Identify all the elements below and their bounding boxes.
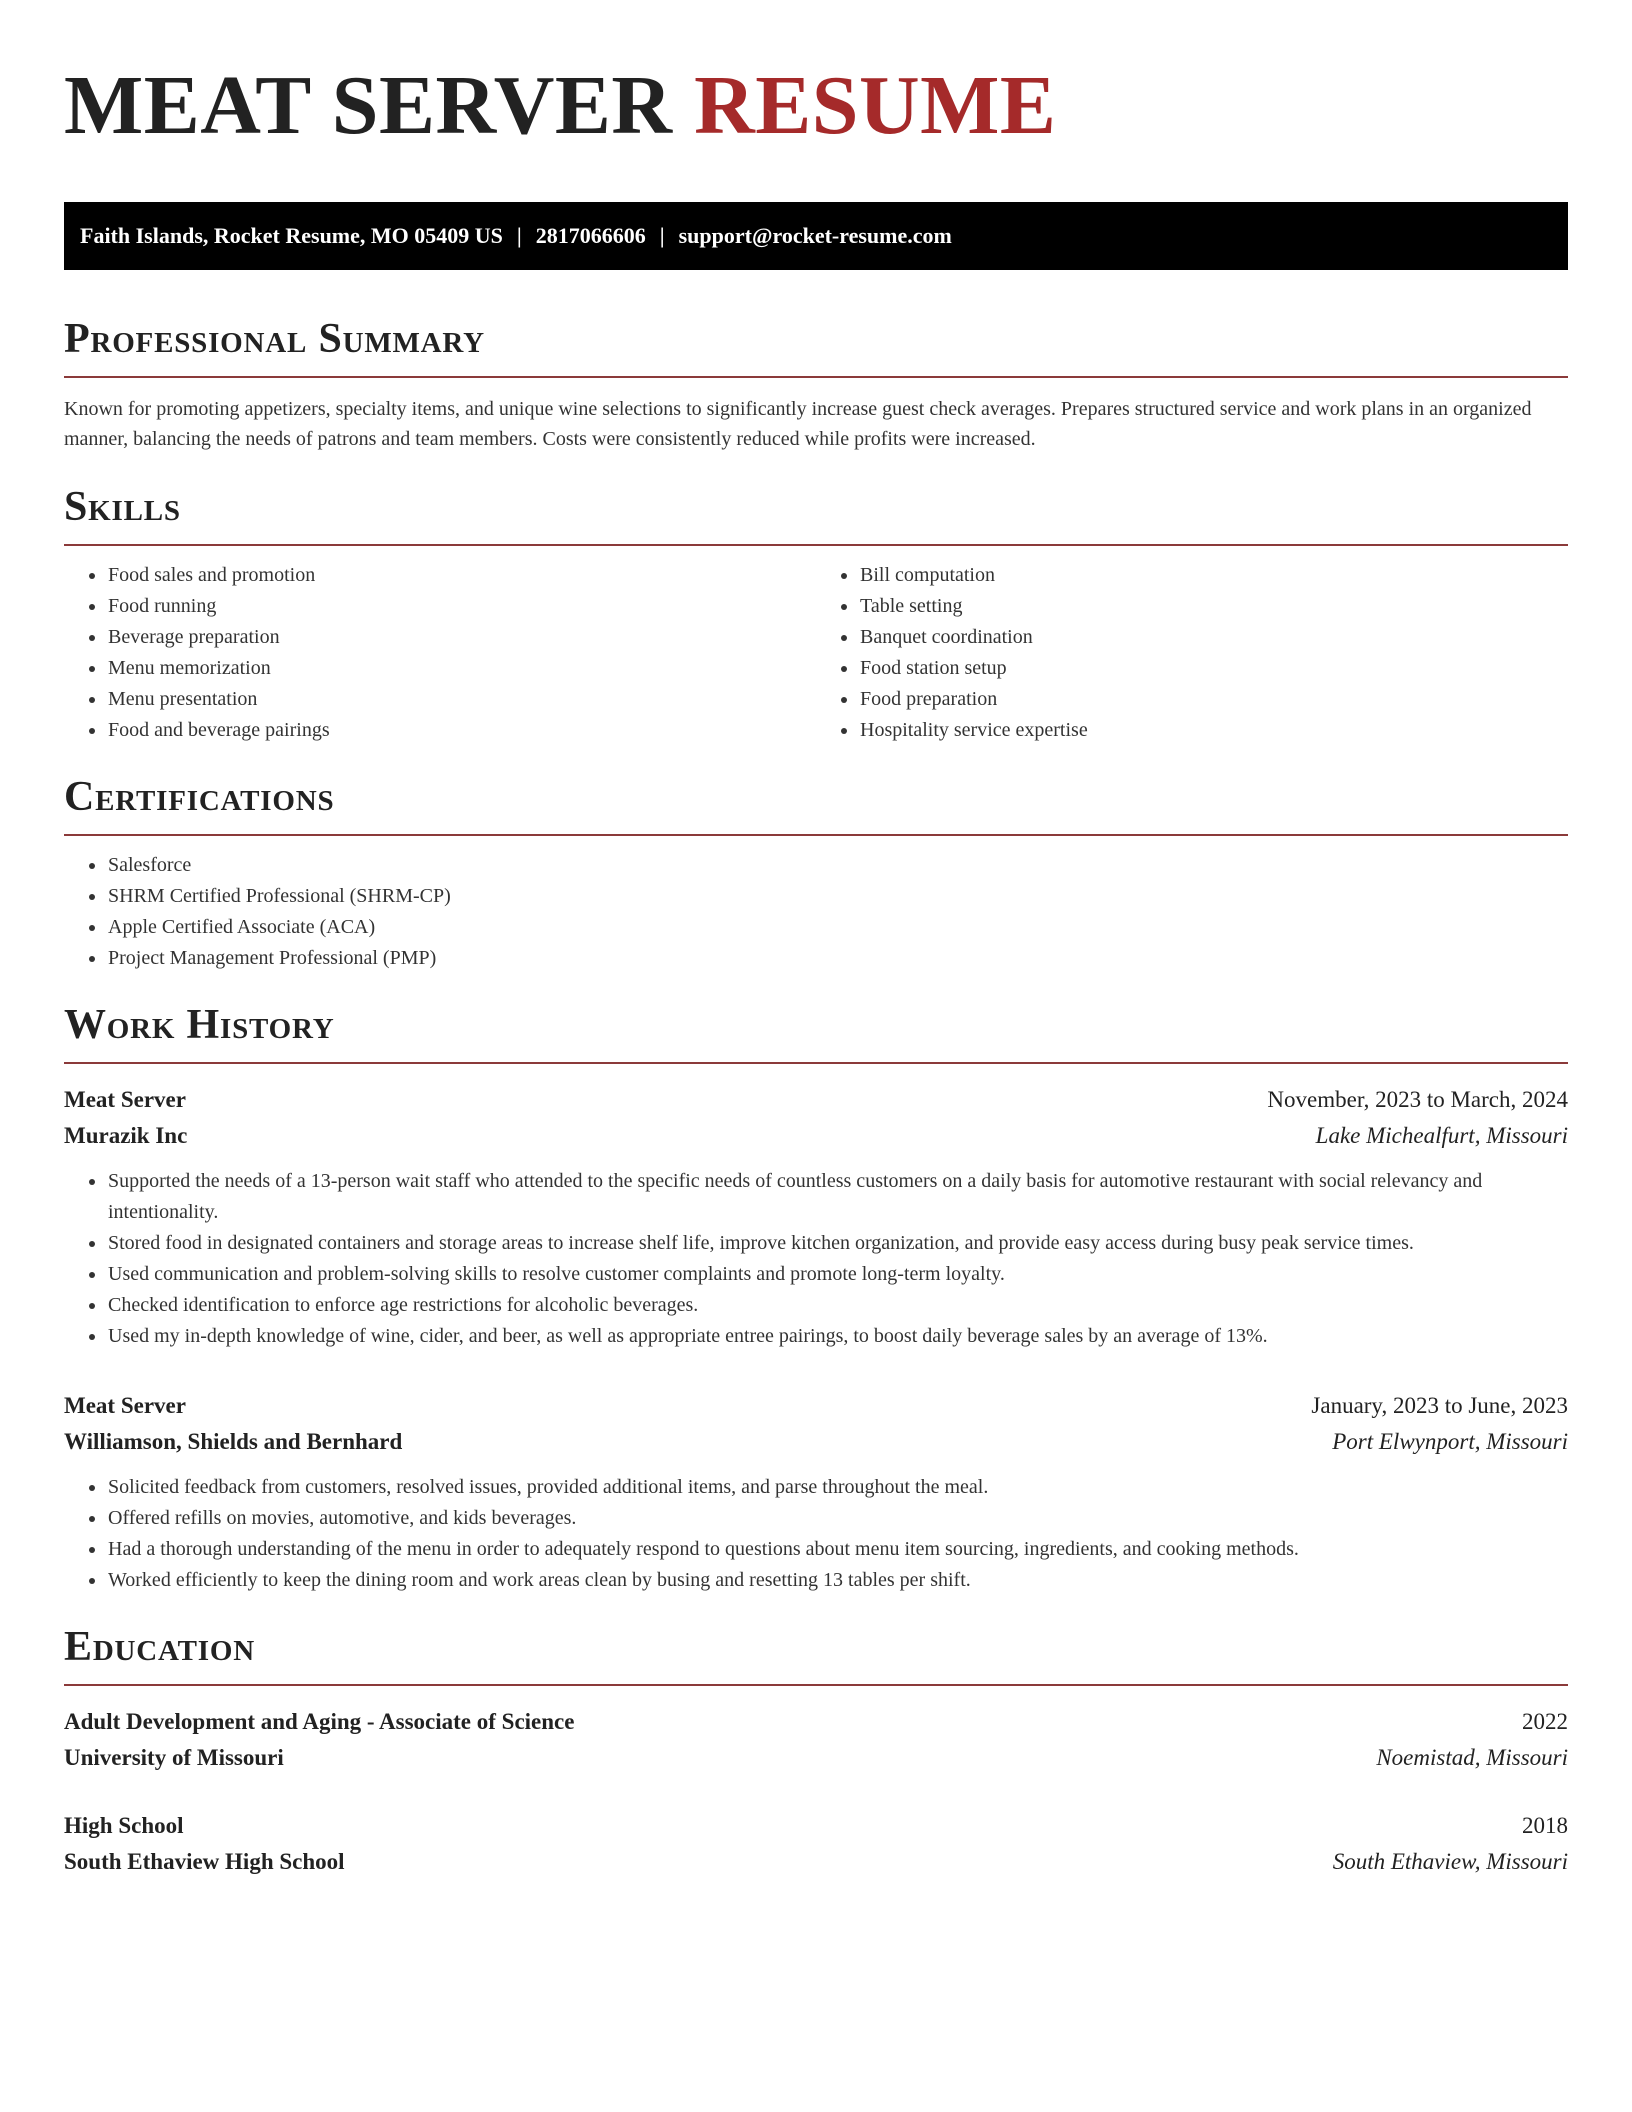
section-heading: Education (64, 1624, 255, 1670)
section-divider (64, 376, 1568, 378)
education-school: South Ethaview High School (64, 1849, 345, 1874)
skills-grid (64, 560, 1568, 746)
skill-item: • Food station setup (859, 653, 1568, 684)
skills-list-left (64, 560, 816, 746)
section-heading: Professional Summary (64, 316, 485, 362)
job-company-row (64, 1424, 1568, 1460)
education-degree: High School (64, 1813, 184, 1838)
job-dates: November, 2023 to March, 2024 (1267, 1087, 1568, 1112)
skill-item: • Bill computation (859, 560, 1568, 591)
summary-section (64, 314, 1568, 454)
skill-item: • Table setting (859, 591, 1568, 622)
skill-item: • Food and beverage pairings (107, 715, 816, 746)
section-divider (64, 1062, 1568, 1064)
work-history-section (64, 1000, 1568, 1596)
education-school-row (64, 1844, 1568, 1880)
job-bullet: • Supported the needs of a 13-person wait staff who attended to the specific needs of countless customers on a daily basis for automotive restaurant with social relevancy and intentionality. (107, 1166, 1568, 1228)
education-entry (64, 1704, 1568, 1776)
education-year: 2022 (1522, 1709, 1568, 1734)
certifications-list (64, 850, 1568, 974)
job-bullet: • Solicited feedback from customers, resolved issues, provided additional items, and parse throughout the meal. (107, 1472, 1568, 1503)
job-bullet: • Worked efficiently to keep the dining room and work areas clean by busing and resetting 13 tables per shift. (107, 1565, 1568, 1596)
job-bullet: • Used my in-depth knowledge of wine, cider, and beer, as well as appropriate entree pairings, to boost daily beverage sales by an average of 13%. (107, 1321, 1568, 1352)
education-school-row (64, 1740, 1568, 1776)
education-school: University of Missouri (64, 1745, 284, 1770)
skill-item: • Food sales and promotion (107, 560, 816, 591)
skill-item: • Menu memorization (107, 653, 816, 684)
job-company-row (64, 1118, 1568, 1154)
skill-item: • Food preparation (859, 684, 1568, 715)
skill-item: • Hospitality service expertise (859, 715, 1568, 746)
education-section (64, 1622, 1568, 1880)
contact-address: Faith Islands, Rocket Resume, MO 05409 US (80, 223, 503, 248)
section-heading: Work History (64, 1002, 335, 1048)
education-degree-row (64, 1808, 1568, 1844)
education-entry (64, 1808, 1568, 1880)
education-degree: Adult Development and Aging - Associate of Science (64, 1709, 575, 1734)
job-bullets (64, 1472, 1568, 1596)
job-header-row (64, 1388, 1568, 1424)
certification-item: • Apple Certified Associate (ACA) (107, 912, 1568, 943)
certifications-section (64, 772, 1568, 974)
section-heading: Skills (64, 484, 181, 530)
certification-item: • Salesforce (107, 850, 1568, 881)
certification-item: • SHRM Certified Professional (SHRM-CP) (107, 881, 1568, 912)
skills-section (64, 482, 1568, 746)
skill-item: • Banquet coordination (859, 622, 1568, 653)
summary-text: Known for promoting appetizers, specialty items, and unique wine selections to significantly increase guest check averages. Prepares structured service and work plans in an organized manner, balancing the needs of patrons and team members. Costs were consistently reduced while profits were increased. (64, 398, 1532, 450)
section-divider (64, 834, 1568, 836)
job-company: Murazik Inc (64, 1123, 188, 1148)
job-bullets (64, 1166, 1568, 1352)
job-bullet: • Stored food in designated containers and storage areas to increase shelf life, improve kitchen organization, and provide easy access during busy peak service times. (107, 1228, 1568, 1259)
job-bullet: • Checked identification to enforce age restrictions for alcoholic beverages. (107, 1290, 1568, 1321)
job-location: Lake Michealfurt, Missouri (1315, 1123, 1568, 1148)
skills-list-right (816, 560, 1568, 746)
education-degree-row (64, 1704, 1568, 1740)
job-bullet: • Had a thorough understanding of the menu in order to adequately respond to questions about menu item sourcing, ingredients, and cooking methods. (107, 1534, 1568, 1565)
job-entry (64, 1388, 1568, 1596)
job-header-row (64, 1082, 1568, 1118)
section-divider (64, 1684, 1568, 1686)
section-divider (64, 544, 1568, 546)
job-bullet: • Used communication and problem-solving skills to resolve customer complaints and promote long-term loyalty. (107, 1259, 1568, 1290)
education-year: 2018 (1522, 1813, 1568, 1838)
education-location: Noemistad, Missouri (1376, 1745, 1568, 1770)
skill-item: • Food running (107, 591, 816, 622)
job-dates: January, 2023 to June, 2023 (1311, 1393, 1568, 1418)
contact-bar (64, 202, 1568, 270)
contact-separator: | (659, 223, 665, 248)
title-main: MEAT SERVER (64, 59, 673, 152)
job-company: Williamson, Shields and Bernhard (64, 1429, 403, 1454)
skill-item: • Menu presentation (107, 684, 816, 715)
certification-item: • Project Management Professional (PMP) (107, 943, 1568, 974)
job-title: Meat Server (64, 1087, 186, 1112)
resume-title (64, 58, 1568, 152)
skill-item: • Beverage preparation (107, 622, 816, 653)
job-location: Port Elwynport, Missouri (1332, 1429, 1568, 1454)
job-entry (64, 1082, 1568, 1352)
job-bullet: • Offered refills on movies, automotive, and kids beverages. (107, 1503, 1568, 1534)
contact-separator: | (516, 223, 522, 248)
contact-email[interactable]: support@rocket-resume.com (678, 223, 952, 248)
contact-phone[interactable]: 2817066606 (535, 223, 646, 248)
title-accent: RESUME (694, 59, 1057, 152)
job-title: Meat Server (64, 1393, 186, 1418)
education-location: South Ethaview, Missouri (1332, 1849, 1568, 1874)
section-heading: Certifications (64, 774, 335, 820)
